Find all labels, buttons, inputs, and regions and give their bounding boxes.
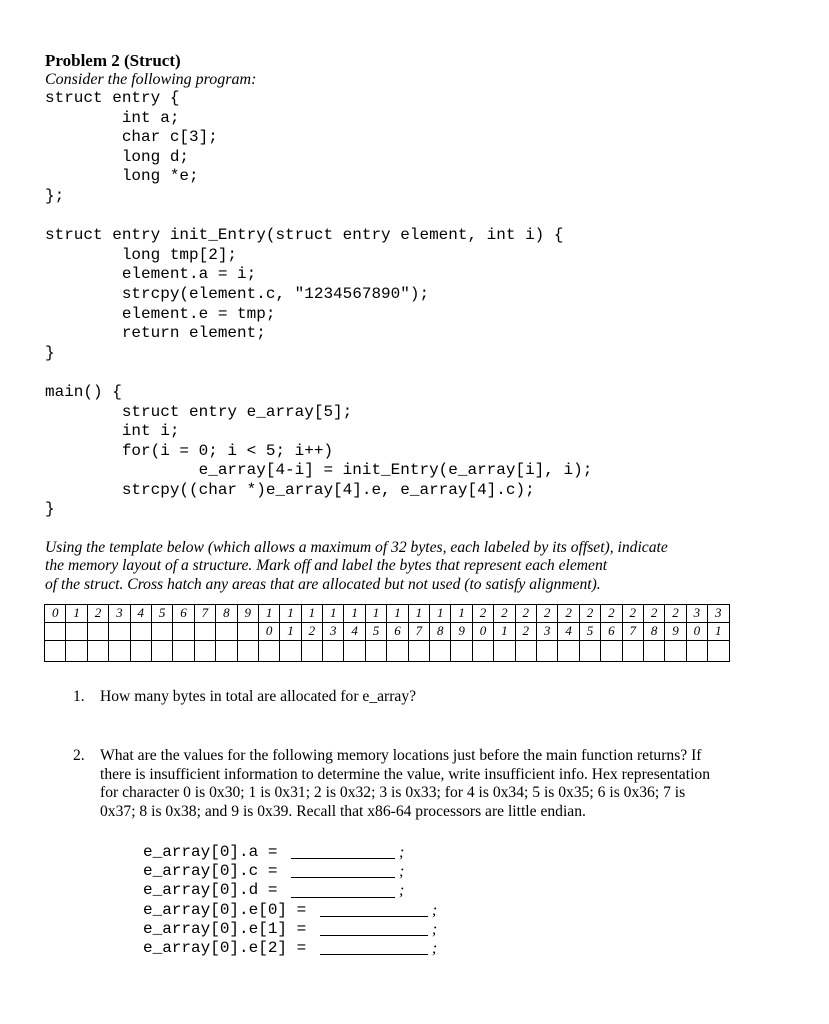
layout-byte-cell[interactable] — [536, 641, 557, 662]
offset-cell-ones: 5 — [579, 623, 600, 641]
question-text: What are the values for the following memory locations just before the main function returns? If — [100, 747, 702, 764]
code-line — [45, 207, 592, 227]
offset-cell-ones: 9 — [451, 623, 472, 641]
offset-cell-tens: 2 — [515, 605, 536, 623]
offset-cell-tens: 2 — [579, 605, 600, 623]
code-line: return element; — [45, 324, 266, 343]
layout-byte-cell[interactable] — [558, 641, 579, 662]
answer-row — [143, 901, 437, 920]
layout-byte-cell[interactable] — [323, 641, 344, 662]
layout-byte-cell[interactable] — [408, 641, 429, 662]
offset-cell-ones: 5 — [365, 623, 386, 641]
offset-cell-ones: 2 — [515, 623, 536, 641]
layout-byte-cell[interactable] — [280, 641, 301, 662]
offset-cell-tens: 2 — [87, 605, 108, 623]
offset-cell-tens: 2 — [472, 605, 493, 623]
offset-cell-ones: 1 — [494, 623, 515, 641]
offset-cell-ones: 3 — [323, 623, 344, 641]
layout-byte-cell[interactable] — [579, 641, 600, 662]
offset-cell-tens: 2 — [558, 605, 579, 623]
offset-cell-tens: 7 — [194, 605, 215, 623]
offset-row-ones — [45, 623, 730, 641]
offset-cell-ones — [237, 623, 258, 641]
layout-byte-cell[interactable] — [130, 641, 151, 662]
instruction-line: of the struct. Cross hatch any areas that are allocated but not used (to satisfy alignment). — [45, 575, 601, 593]
question-text: 0x37; 8 is 0x38; and 9 is 0x39. Recall that x86-64 processors are little endian. — [100, 802, 586, 820]
answer-end: ; — [431, 940, 438, 958]
layout-byte-cell[interactable] — [387, 641, 408, 662]
offset-cell-tens: 2 — [643, 605, 664, 623]
problem-intro: Consider the following program: — [45, 71, 257, 88]
offset-cell-tens: 2 — [536, 605, 557, 623]
offset-cell-ones: 1 — [280, 623, 301, 641]
answer-end: ; — [431, 901, 438, 919]
question-text: there is insufficient information to determine the value, write insufficient info. Hex representation — [100, 765, 710, 783]
answer-row — [143, 920, 437, 939]
offset-cell-tens: 1 — [387, 605, 408, 623]
offset-cell-tens: 1 — [408, 605, 429, 623]
layout-byte-cell[interactable] — [194, 641, 215, 662]
problem-title: Problem 2 (Struct) — [45, 51, 181, 70]
offset-cell-tens: 2 — [601, 605, 622, 623]
code-line: e_array[4-i] = init_Entry(e_array[i], i); — [45, 461, 593, 480]
offset-cell-tens: 8 — [216, 605, 237, 623]
offset-cell-ones: 8 — [643, 623, 664, 641]
offset-cell-ones — [109, 623, 130, 641]
layout-byte-cell[interactable] — [216, 641, 237, 662]
code-line: long tmp[2]; — [45, 245, 238, 264]
offset-cell-tens: 3 — [708, 605, 729, 623]
answer-blank[interactable] — [320, 920, 428, 936]
answer-label: e_array[0].c = — [143, 862, 288, 881]
code-line: } — [45, 500, 55, 519]
layout-byte-cell[interactable] — [643, 641, 664, 662]
layout-byte-cell[interactable] — [301, 641, 322, 662]
offset-cell-ones: 0 — [258, 623, 279, 641]
offset-cell-ones: 3 — [536, 623, 557, 641]
answer-label: e_array[0].a = — [143, 843, 288, 861]
layout-byte-cell[interactable] — [601, 641, 622, 662]
offset-cell-tens: 6 — [173, 605, 194, 623]
code-line: } — [45, 343, 55, 362]
offset-cell-ones: 7 — [622, 623, 643, 641]
answer-row — [143, 843, 437, 862]
layout-instructions — [45, 539, 785, 594]
layout-byte-cell[interactable] — [45, 641, 66, 662]
memory-layout-template — [44, 604, 730, 662]
offset-cell-tens: 2 — [665, 605, 686, 623]
code-line: strcpy((char *)e_array[4].e, e_array[4].c); — [45, 480, 535, 499]
offset-cell-ones: 8 — [430, 623, 451, 641]
question-text: How many bytes in total are allocated for e_array? — [100, 688, 417, 705]
offset-cell-ones: 0 — [686, 623, 707, 641]
question-number: 2. — [73, 747, 85, 764]
code-line: for(i = 0; i < 5; i++) — [45, 441, 334, 460]
offset-cell-ones: 1 — [708, 623, 729, 641]
offset-cell-ones — [87, 623, 108, 641]
layout-byte-cell[interactable] — [665, 641, 686, 662]
layout-byte-cell[interactable] — [451, 641, 472, 662]
answer-blank[interactable] — [320, 939, 428, 955]
offset-cell-tens: 1 — [430, 605, 451, 623]
layout-byte-cell[interactable] — [109, 641, 130, 662]
offset-cell-ones: 0 — [472, 623, 493, 641]
offset-cell-tens: 1 — [365, 605, 386, 623]
answer-label: e_array[0].e[0] = — [143, 900, 316, 919]
layout-byte-cell[interactable] — [151, 641, 172, 662]
offset-cell-tens: 2 — [494, 605, 515, 623]
offset-cell-tens: 5 — [151, 605, 172, 623]
offset-cell-tens: 3 — [109, 605, 130, 623]
answer-row — [143, 881, 437, 900]
offset-cell-ones — [151, 623, 172, 641]
offset-cell-ones: 4 — [344, 623, 365, 641]
answer-label: e_array[0].d = — [143, 881, 288, 900]
offset-cell-tens: 1 — [66, 605, 87, 623]
offset-cell-ones — [45, 623, 66, 641]
offset-cell-ones — [216, 623, 237, 641]
answer-end: ; — [399, 882, 405, 900]
answer-row — [143, 939, 437, 958]
offset-cell-ones: 2 — [301, 623, 322, 641]
answer-end: ; — [399, 844, 405, 861]
answer-label: e_array[0].e[1] = — [143, 919, 316, 938]
code-line: struct entry { — [45, 89, 180, 107]
code-line: char c[3]; — [45, 128, 218, 147]
offset-cell-tens: 1 — [301, 605, 322, 623]
offset-cell-ones — [130, 623, 151, 641]
code-line: int i; — [45, 422, 180, 441]
code-line: }; — [45, 186, 65, 205]
offset-cell-tens: 1 — [258, 605, 279, 623]
answer-end: ; — [399, 863, 405, 881]
layout-byte-cell[interactable] — [237, 641, 258, 662]
answer-blank[interactable] — [320, 901, 428, 917]
answer-label: e_array[0].e[2] = — [143, 939, 316, 958]
offset-row-tens — [45, 605, 730, 623]
code-line: main() { — [45, 382, 122, 401]
offset-cell-tens: 1 — [280, 605, 301, 623]
code-line: int a; — [45, 108, 180, 127]
answer-list — [143, 843, 437, 958]
answer-end: ; — [431, 920, 438, 938]
layout-byte-cell[interactable] — [708, 641, 729, 662]
offset-cell-tens: 9 — [237, 605, 258, 623]
offset-cell-tens: 1 — [344, 605, 365, 623]
code-line: struct entry init_Entry(struct entry element, int i) { — [45, 226, 564, 245]
layout-byte-cell[interactable] — [686, 641, 707, 662]
code-line: strcpy(element.c, "1234567890"); — [45, 284, 430, 303]
layout-byte-cell[interactable] — [173, 641, 194, 662]
layout-byte-cell[interactable] — [622, 641, 643, 662]
offset-cell-tens: 4 — [130, 605, 151, 623]
code-line: struct entry e_array[5]; — [45, 402, 353, 421]
offset-cell-ones: 7 — [408, 623, 429, 641]
offset-cell-tens: 3 — [686, 605, 707, 623]
code-listing — [45, 89, 592, 520]
instruction-line: the memory layout of a structure. Mark off and label the bytes that represent each element — [45, 557, 608, 575]
offset-cell-tens: 2 — [622, 605, 643, 623]
layout-byte-cell[interactable] — [430, 641, 451, 662]
offset-cell-ones — [194, 623, 215, 641]
code-line: element.e = tmp; — [45, 304, 276, 323]
answer-blank[interactable] — [291, 882, 395, 898]
layout-byte-cell[interactable] — [472, 641, 493, 662]
answer-row — [143, 862, 437, 881]
layout-byte-cell[interactable] — [494, 641, 515, 662]
layout-entry-row — [45, 641, 730, 662]
question-text: for character 0 is 0x30; 1 is 0x31; 2 is 0x32; 3 is 0x33; for 4 is 0x34; 5 is 0x35; 6 is 0x36; 7 is — [100, 784, 686, 802]
layout-byte-cell[interactable] — [365, 641, 386, 662]
layout-byte-cell[interactable] — [344, 641, 365, 662]
offset-cell-ones: 6 — [387, 623, 408, 641]
offset-cell-ones — [66, 623, 87, 641]
question-number: 1. — [73, 688, 85, 705]
offset-cell-tens: 1 — [451, 605, 472, 623]
offset-cell-ones: 9 — [665, 623, 686, 641]
answer-blank[interactable] — [291, 843, 395, 859]
offset-cell-tens: 1 — [323, 605, 344, 623]
layout-byte-cell[interactable] — [87, 641, 108, 662]
answer-blank[interactable] — [291, 862, 395, 878]
layout-byte-cell[interactable] — [258, 641, 279, 662]
layout-byte-cell[interactable] — [66, 641, 87, 662]
code-line: element.a = i; — [45, 265, 257, 284]
offset-cell-ones: 4 — [558, 623, 579, 641]
instruction-line: Using the template below (which allows a maximum of 32 bytes, each labeled by its offset), indicate — [45, 539, 668, 556]
code-line: long d; — [45, 147, 190, 166]
code-line — [45, 363, 592, 383]
offset-cell-ones: 6 — [601, 623, 622, 641]
layout-byte-cell[interactable] — [515, 641, 536, 662]
offset-cell-tens: 0 — [45, 605, 66, 623]
offset-cell-ones — [173, 623, 194, 641]
code-line: long *e; — [45, 167, 199, 186]
